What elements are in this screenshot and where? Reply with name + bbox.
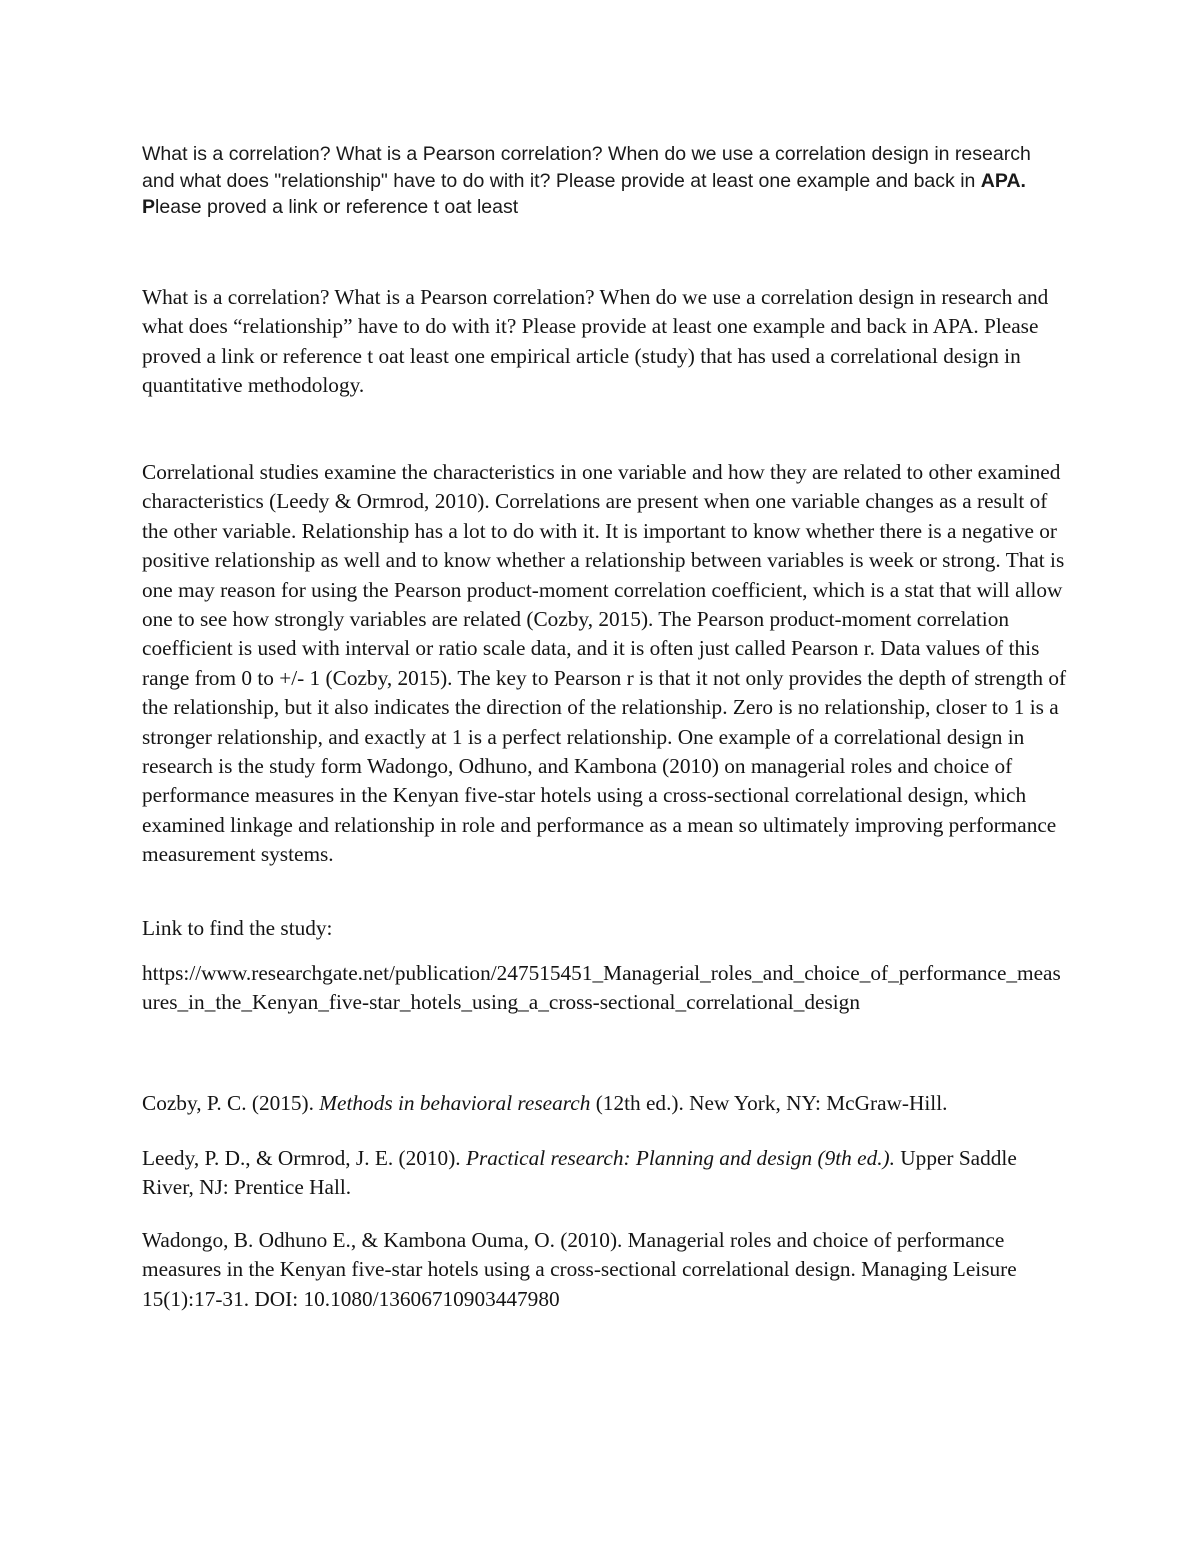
question-sans-bold-p: P: [142, 196, 156, 218]
reference-wadongo-text: Wadongo, B. Odhuno E., & Kambona Ouma, O. (2010). Managerial roles and choice of performance measures in the Kenyan five-star hotels using a cross-sectional correlational design. Managing Leisure 15(1):17-31. DOI: 10.1080/13606710903447980: [142, 1228, 1017, 1311]
reference-cozby-title: Methods in behavioral research: [319, 1091, 591, 1115]
link-label: Link to find the study:: [142, 916, 333, 940]
question-serif-paragraph: What is a correlation? What is a Pearson correlation? When do we use a correlation design in research and what does “relationship” have to do with it? Please provide at least one example and back in APA. Please proved a link or reference t oat least one empirical article (study) that has used a correlational design in quantitative methodology.: [142, 285, 1049, 398]
question-sans-part3: lease proved a link or reference t oat least: [155, 196, 519, 218]
reference-cozby: [142, 1089, 1067, 1118]
reference-leedy: [142, 1144, 1067, 1203]
reference-leedy-after: Upper Saddle River, NJ: Prentice Hall.: [142, 1146, 1017, 1200]
reference-leedy-title: Practical research: Planning and design (9th ed.).: [465, 1146, 895, 1170]
reference-leedy-before: Leedy, P. D., & Ormrod, J. E. (2010).: [142, 1146, 466, 1170]
study-link[interactable]: https://www.researchgate.net/publication/247515451_Managerial_roles_and_choice_of_performance_measures_in_the_Kenyan_five-star_hotels_using_a_cross-sectional_correlational_design: [142, 961, 1061, 1015]
reference-cozby-before: Cozby, P. C. (2015).: [142, 1091, 320, 1115]
question-sans-part1: What is a correlation? What is a Pearson correlation? When do we use a correlation design in research and what does "relationship" have to do with it? Please provide at least one example and back in: [142, 143, 1031, 192]
reference-wadongo: [142, 1226, 1067, 1314]
answer-paragraph: Correlational studies examine the characteristics in one variable and how they are related to other examined characteristics (Leedy & Ormrod, 2010). Correlations are present when one variable changes as a result of the other variable. Relationship has a lot to do with it. It is important to know whether there is a negative or positive relationship as well and to know whether a relationship between variables is week or strong. That is one may reason for using the Pearson product-moment correlation coefficient, which is a stat that will allow one to see how strongly variables are related (Cozby, 2015). The Pearson product-moment correlation coefficient is used with interval or ratio scale data, and it is often just called Pearson r. Data values of this range from 0 to +/- 1 (Cozby, 2015). The key to Pearson r is that it not only provides the depth of strength of the relationship, but it also indicates the direction of the relationship. Zero is no relationship, closer to 1 is a stronger relationship, and exactly at 1 is a perfect relationship. One example of a correlational design in research is the study form Wadongo, Odhuno, and Kambona (2010) on managerial roles and choice of performance measures in the Kenyan five-star hotels using a cross-sectional correlational design, which examined linkage and relationship in role and performance as a mean so ultimately improving performance measurement systems.: [142, 460, 1067, 867]
question-sans-paragraph: [142, 141, 1067, 221]
question-sans-bold-apa: APA.: [980, 169, 1026, 192]
reference-cozby-after: (12th ed.). New York, NY: McGraw-Hill.: [590, 1091, 948, 1115]
